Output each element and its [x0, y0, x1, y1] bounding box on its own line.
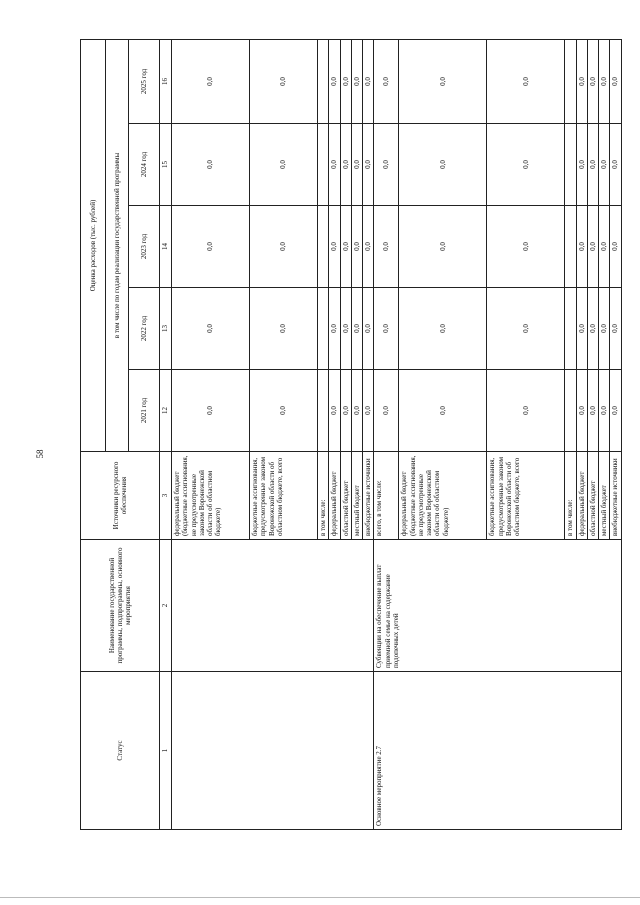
- header-year: 2022 год: [129, 288, 160, 370]
- value-cell: 0,0: [250, 288, 318, 370]
- value-cell: 0,0: [610, 206, 621, 288]
- status-cell: Основное мероприятие 2.7: [374, 672, 621, 830]
- value-cell: [318, 206, 329, 288]
- value-cell: 0,0: [374, 124, 399, 206]
- value-cell: [565, 288, 576, 370]
- value-cell: [565, 206, 576, 288]
- value-cell: 0,0: [363, 288, 374, 370]
- value-cell: 0,0: [610, 288, 621, 370]
- value-cell: 0,0: [329, 39, 340, 123]
- value-cell: 0,0: [399, 206, 487, 288]
- value-cell: 0,0: [599, 370, 610, 452]
- value-cell: 0,0: [610, 124, 621, 206]
- value-cell: [318, 39, 329, 123]
- value-cell: 0,0: [374, 288, 399, 370]
- column-number: 2: [160, 540, 172, 672]
- source-cell: федеральный бюджет (бюджетные ассигнования, не предусмотренные законом Воронежской области об областном бюджете): [172, 452, 250, 540]
- page-number: 58: [35, 449, 45, 459]
- value-cell: [318, 124, 329, 206]
- source-cell-total: всего, в том числе:: [374, 452, 399, 540]
- value-cell: [318, 288, 329, 370]
- source-cell: федеральный бюджет (бюджетные ассигнования, не предусмотренные законом Воронежской области об областном бюджете): [399, 452, 487, 540]
- value-cell: 0,0: [363, 206, 374, 288]
- value-cell: 0,0: [340, 370, 351, 452]
- value-cell: 0,0: [487, 370, 565, 452]
- value-cell: 0,0: [587, 288, 598, 370]
- value-cell: 0,0: [250, 124, 318, 206]
- value-cell: 0,0: [487, 288, 565, 370]
- value-cell: [565, 124, 576, 206]
- value-cell: 0,0: [340, 39, 351, 123]
- value-cell: 0,0: [172, 206, 250, 288]
- value-cell: 0,0: [172, 39, 250, 123]
- table-canvas: [80, 40, 620, 830]
- value-cell: 0,0: [374, 39, 399, 123]
- value-cell: [565, 39, 576, 123]
- value-cell: 0,0: [610, 39, 621, 123]
- column-number: 12: [160, 370, 172, 452]
- source-cell: внебюджетные источники: [610, 452, 621, 540]
- column-number: 3: [160, 452, 172, 540]
- source-cell: в том числе:: [318, 452, 329, 540]
- header-year: 2021 год: [129, 370, 160, 452]
- status-cell-empty: [172, 672, 374, 830]
- value-cell: 0,0: [329, 206, 340, 288]
- value-cell: [318, 370, 329, 452]
- value-cell: 0,0: [351, 39, 362, 123]
- value-cell: 0,0: [329, 288, 340, 370]
- value-cell: 0,0: [399, 39, 487, 123]
- measure-name-cell: Субвенции на обеспечение выплат приемной семье на содержание подопечных детей: [374, 540, 621, 672]
- value-cell: [565, 370, 576, 452]
- value-cell: 0,0: [172, 370, 250, 452]
- value-cell: 0,0: [587, 39, 598, 123]
- value-cell: 0,0: [172, 124, 250, 206]
- header-estimate: Оценка расходов (тыс. рублей): [81, 39, 106, 451]
- name-cell-empty: [172, 540, 374, 672]
- value-cell: 0,0: [351, 206, 362, 288]
- value-cell: 0,0: [250, 39, 318, 123]
- value-cell: 0,0: [363, 370, 374, 452]
- source-cell: местный бюджет: [599, 452, 610, 540]
- header-by-years: в том числе по годам реализации государственной программы: [106, 39, 129, 451]
- value-cell: 0,0: [250, 206, 318, 288]
- column-number: 1: [160, 672, 172, 830]
- page-bottom-rule: [0, 897, 640, 898]
- header-name: Наименование государственной программы, подпрограммы, основного мероприятия: [81, 540, 160, 672]
- value-cell: 0,0: [576, 370, 587, 452]
- value-cell: 0,0: [399, 288, 487, 370]
- value-cell: 0,0: [599, 124, 610, 206]
- header-year: 2023 год: [129, 206, 160, 288]
- value-cell: 0,0: [587, 124, 598, 206]
- column-number: 16: [160, 39, 172, 123]
- header-year: 2024 год: [129, 124, 160, 206]
- value-cell: 0,0: [576, 288, 587, 370]
- source-cell: в том числе:: [565, 452, 576, 540]
- table-row: [172, 39, 250, 829]
- value-cell: 0,0: [363, 39, 374, 123]
- source-cell: бюджетные ассигнования, предусмотренные законом Воронежской области об областном бюджете, всего: [250, 452, 318, 540]
- value-cell: 0,0: [599, 288, 610, 370]
- value-cell: 0,0: [587, 206, 598, 288]
- column-number: 13: [160, 288, 172, 370]
- value-cell: 0,0: [576, 124, 587, 206]
- value-cell: 0,0: [250, 370, 318, 452]
- column-number: 14: [160, 206, 172, 288]
- value-cell: 0,0: [399, 124, 487, 206]
- budget-table: [80, 39, 622, 830]
- value-cell: 0,0: [329, 124, 340, 206]
- header-year: 2025 год: [129, 39, 160, 123]
- header-status: Статус: [81, 672, 160, 830]
- value-cell: 0,0: [351, 124, 362, 206]
- value-cell: 0,0: [599, 206, 610, 288]
- header-source: Источники ресурсного обеспечения: [81, 452, 160, 540]
- source-cell: областной бюджет: [587, 452, 598, 540]
- column-number-row: [160, 39, 172, 829]
- source-cell: местный бюджет: [351, 452, 362, 540]
- value-cell: 0,0: [399, 370, 487, 452]
- value-cell: 0,0: [587, 370, 598, 452]
- table-row: [374, 39, 399, 829]
- header-row-1: [81, 39, 106, 829]
- value-cell: 0,0: [363, 124, 374, 206]
- value-cell: 0,0: [599, 39, 610, 123]
- value-cell: 0,0: [172, 288, 250, 370]
- value-cell: 0,0: [487, 124, 565, 206]
- value-cell: 0,0: [340, 206, 351, 288]
- column-number: 15: [160, 124, 172, 206]
- value-cell: 0,0: [487, 39, 565, 123]
- value-cell: 0,0: [340, 124, 351, 206]
- rotated-page-area: [80, 40, 620, 830]
- value-cell: 0,0: [374, 206, 399, 288]
- value-cell: 0,0: [487, 206, 565, 288]
- value-cell: 0,0: [610, 370, 621, 452]
- source-cell: федеральный бюджет: [576, 452, 587, 540]
- value-cell: 0,0: [351, 288, 362, 370]
- source-cell: внебюджетные источники: [363, 452, 374, 540]
- value-cell: 0,0: [351, 370, 362, 452]
- source-cell: федеральный бюджет: [329, 452, 340, 540]
- source-cell: областной бюджет: [340, 452, 351, 540]
- value-cell: 0,0: [576, 39, 587, 123]
- source-cell: бюджетные ассигнования, предусмотренные законом Воронежской области об областном бюджете, всего: [487, 452, 565, 540]
- value-cell: 0,0: [576, 206, 587, 288]
- value-cell: 0,0: [329, 370, 340, 452]
- value-cell: 0,0: [340, 288, 351, 370]
- value-cell: 0,0: [374, 370, 399, 452]
